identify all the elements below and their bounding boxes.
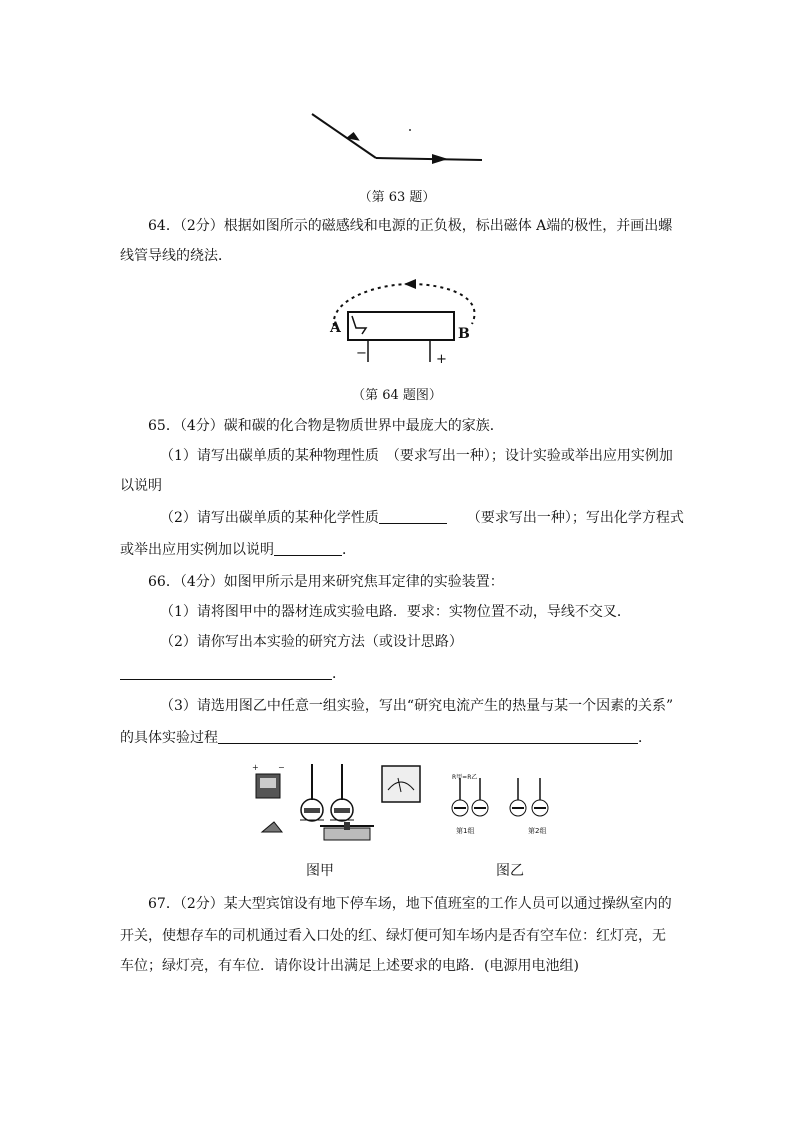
q65-sub2-line2 — [120, 540, 680, 560]
q66-text-line1: 66．（4分）如图甲所示是用来研究焦耳定律的实验装置： — [148, 574, 504, 590]
label-minus: − — [356, 346, 367, 361]
q65-sub2-line1 — [160, 508, 720, 528]
flask-icon — [330, 764, 354, 821]
q65-sub1-line1: （1）请写出碳单质的某种物理性质 （要求写出一种）；设计实验或举出应用实例加 — [160, 448, 673, 464]
figure-yi-label: 图乙 — [496, 863, 524, 879]
answer-blank[interactable] — [274, 541, 342, 556]
label-a: A — [330, 320, 341, 336]
rheostat-icon — [320, 822, 374, 840]
group1-label: 第1组 — [456, 827, 475, 835]
q64-text-line1: 64．（2分）根据如图所示的磁感线和电源的正负极，标出磁体 A端的极性，并画出螺 — [148, 218, 673, 234]
coil-start-mark — [352, 316, 366, 334]
answer-blank[interactable] — [120, 665, 332, 680]
q64-text-line2: 线管导线的绕法． — [120, 248, 232, 264]
answer-blank[interactable] — [379, 509, 447, 524]
q63-caption: （第 63 题） — [358, 190, 436, 205]
resistance-label: R甲=R乙 — [452, 774, 478, 781]
flask-icon — [510, 778, 526, 816]
q66-sub3-text-a: 的具体实验过程 — [120, 730, 218, 746]
q66-sub2-answer-line — [120, 664, 680, 684]
q64-magnet-figure — [320, 276, 490, 372]
q65-sub1-line2: 以说明 — [120, 478, 162, 494]
flask-icon — [452, 778, 468, 816]
label-b: B — [458, 326, 470, 342]
reflected-ray — [376, 158, 482, 160]
q67-line2: 开关，使想存车的司机通过看入口处的红、绿灯便可知车场内是否有空车位：红灯亮，无 — [120, 928, 666, 944]
q66-sub3-line2 — [120, 728, 680, 748]
q66-sub3-line1: （3）请选用图乙中任意一组实验，写出“研究电流产生的热量与某一个因素的关系” — [160, 698, 674, 714]
q65-text-line1: 65．（4分）碳和碳的化合物是物质世界中最庞大的家族． — [148, 418, 504, 434]
answer-blank[interactable] — [218, 729, 638, 744]
q66-sub3-text-b: ． — [638, 730, 652, 746]
incident-ray — [312, 114, 376, 158]
flask-icon — [300, 764, 324, 821]
flask-icon — [472, 778, 488, 816]
q67-line3: 车位；绿灯亮，有车位．请你设计出满足上述要求的电路．(电源用电池组) — [120, 958, 579, 974]
q64-caption: （第 64 题图） — [352, 388, 442, 403]
q65-sub2-text-a: （2）请写出碳单质的某种化学性质 — [160, 510, 379, 526]
svg-text:−: − — [278, 763, 285, 772]
figure-jia-apparatus — [248, 760, 428, 850]
field-line-arrow — [404, 279, 416, 289]
label-plus: + — [436, 352, 447, 367]
flask-icon — [532, 778, 548, 816]
q63-ray-figure — [300, 108, 500, 178]
q65-sub2-line2-text-a: 或举出应用实例加以说明 — [120, 542, 274, 558]
q65-sub2-text-b: （要求写出一种）；写出化学方程式 — [466, 510, 684, 526]
meter-icon — [382, 766, 420, 802]
group2-label: 第2组 — [528, 827, 547, 835]
reflected-arrowhead — [432, 154, 448, 164]
q65-sub2-line2-text-b: ． — [342, 542, 356, 558]
speck — [409, 129, 411, 131]
q66-sub2-end: ． — [332, 666, 346, 682]
q66-sub2: （2）请你写出本实验的研究方法（或设计思路） — [160, 634, 463, 650]
q66-sub1: （1）请将图甲中的器材连成实验电路．要求：实物位置不动，导线不交叉． — [160, 604, 631, 620]
solenoid-body — [348, 312, 454, 340]
figure-jia-label: 图甲 — [306, 863, 334, 879]
q67-line1: 67．（2分）某大型宾馆设有地下停车场，地下值班室的工作人员可以通过操纵室内的 — [148, 896, 672, 912]
switch-icon — [262, 822, 282, 832]
svg-text:+: + — [252, 763, 259, 772]
